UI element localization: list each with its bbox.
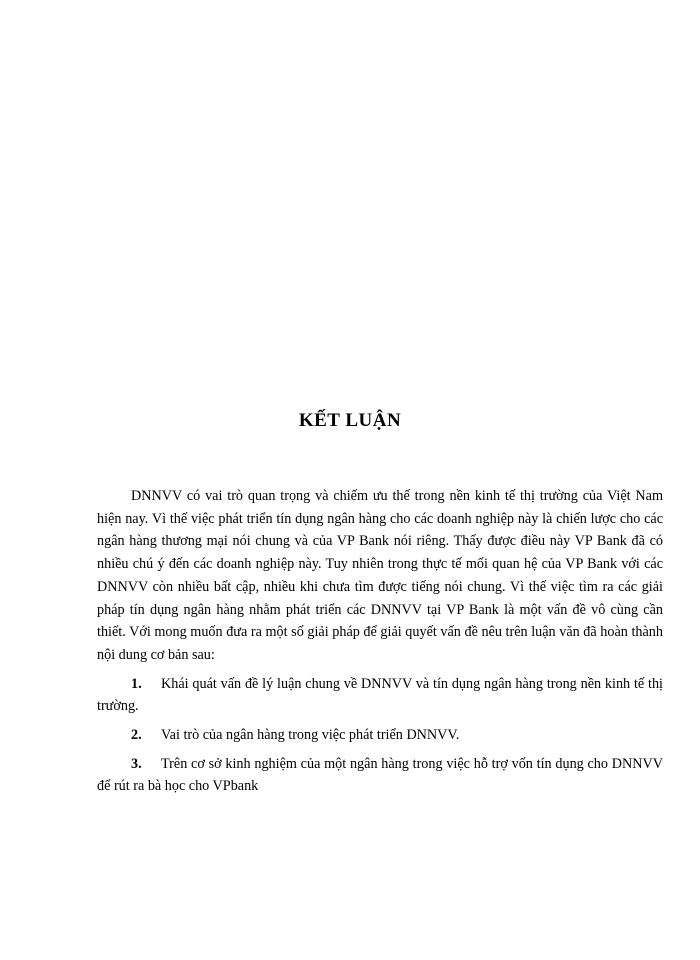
list-item-number: 1.	[131, 675, 142, 692]
list-item	[97, 753, 663, 798]
list-item	[97, 724, 663, 747]
list-item-number: 3.	[131, 755, 142, 772]
list-item	[97, 673, 663, 718]
intro-paragraph: DNNVV có vai trò quan trọng và chiếm ưu thế trong nền kinh tế thị trường của Việt Nam hiện nay. Vì thế việc phát triển tín dụng ngân hàng cho các doanh nghiệp này là chiến lược cho các ngân hàng thương mại nói chung và của VP Bank nói riêng. Thấy được điều này VP Bank đã có nhiều chú ý đến các doanh nghiệp này. Tuy nhiên trong thực tế mối quan hệ của VP Bank với các DNNVV còn nhiều bất cập, nhiều khi chưa tìm được tiếng nói chung. Vì thế việc tìm ra các giải pháp tín dụng ngân hàng nhằm phát triển các DNNVV tại VP Bank là một vấn đề vô cùng cần thiết. Với mong muốn đưa ra một số giải pháp để giải quyết vấn đề nêu trên luận văn đã hoàn thành nội dung cơ bản sau:	[97, 488, 663, 663]
list-item-text: Trên cơ sở kinh nghiệm của một ngân hàng trong việc hỗ trợ vốn tín dụng cho DNNVV để rút ra bà học cho VPbank	[97, 755, 663, 795]
document-body	[97, 485, 663, 798]
list-item-text: Vai trò của ngân hàng trong việc phát triển DNNVV.	[161, 727, 460, 744]
list-item-number: 2.	[131, 727, 142, 744]
list-item-text: Khái quát vấn đề lý luận chung về DNNVV và tín dụng ngân hàng trong nền kinh tế thị trường.	[97, 675, 663, 715]
page-title: KẾT LUẬN	[298, 410, 402, 431]
